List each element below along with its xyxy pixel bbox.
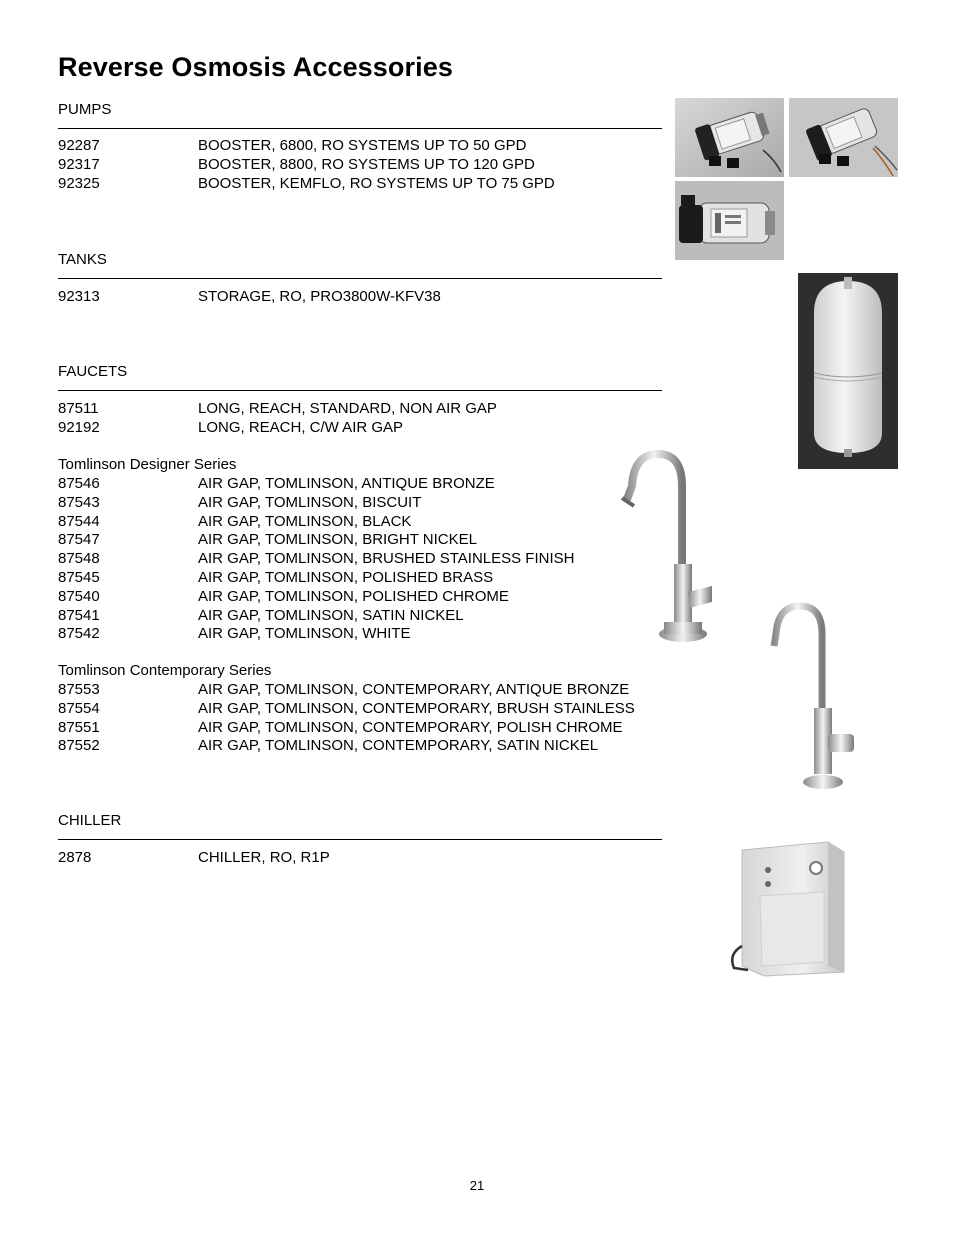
designer-faucet-photo (616, 446, 728, 652)
chiller-list (58, 849, 330, 868)
section-label-tanks: TANKS (58, 251, 107, 268)
pumps-list (58, 137, 555, 193)
part-number: 92287 (58, 137, 100, 154)
part-number: 87553 (58, 681, 100, 698)
section-divider (58, 839, 662, 840)
part-description: AIR GAP, TOMLINSON, CONTEMPORARY, BRUSH STAINLESS (198, 699, 635, 717)
section-label-faucets: FAUCETS (58, 363, 128, 380)
part-description: AIR GAP, TOMLINSON, BRIGHT NICKEL (198, 531, 477, 549)
part-number: 92325 (58, 174, 100, 192)
part-number: 87551 (58, 718, 100, 736)
part-description: AIR GAP, TOMLINSON, BRUSHED STAINLESS FINISH (198, 550, 575, 568)
list-item (58, 625, 574, 644)
part-number: 87511 (58, 400, 99, 417)
part-description: AIR GAP, TOMLINSON, POLISHED CHROME (198, 587, 509, 605)
part-description: LONG, REACH, C/W AIR GAP (198, 418, 404, 436)
part-number: 87547 (58, 531, 100, 549)
contemporary-faucet-photo (762, 600, 872, 796)
section-divider (58, 278, 662, 279)
part-number: 87554 (58, 699, 100, 717)
part-description: AIR GAP, TOMLINSON, CONTEMPORARY, SATIN NICKEL (198, 737, 599, 755)
contemporary-series-heading: Tomlinson Contemporary Series (58, 662, 272, 679)
part-description: AIR GAP, TOMLINSON, SATIN NICKEL (198, 606, 464, 624)
part-number: 87552 (58, 737, 100, 755)
part-number: 87542 (58, 625, 100, 643)
list-item (58, 588, 574, 607)
tanks-list (58, 288, 441, 307)
part-description: AIR GAP, TOMLINSON, POLISHED BRASS (198, 568, 494, 586)
designer-series-list (58, 475, 574, 644)
list-item (58, 156, 555, 175)
section-label-chiller: CHILLER (58, 812, 122, 829)
faucets-list (58, 400, 497, 438)
pump-photo (675, 181, 784, 260)
list-item (58, 531, 574, 550)
section-divider (58, 390, 662, 391)
part-number: 87541 (58, 606, 100, 624)
list-item (58, 175, 555, 194)
part-number: 87544 (58, 512, 100, 530)
storage-tank-photo (798, 273, 898, 469)
part-description: BOOSTER, 6800, RO SYSTEMS UP TO 50 GPD (198, 137, 527, 154)
part-number: 87543 (58, 493, 100, 511)
part-number: 87540 (58, 587, 100, 605)
part-description: STORAGE, RO, PRO3800W-KFV38 (198, 288, 441, 305)
part-description: AIR GAP, TOMLINSON, CONTEMPORARY, POLISH CHROME (198, 718, 623, 736)
list-item (58, 681, 635, 700)
part-number: 87548 (58, 550, 100, 568)
part-number: 92192 (58, 418, 100, 436)
list-item (58, 700, 635, 719)
pump-photo (789, 98, 898, 177)
part-number: 92313 (58, 288, 100, 305)
list-item (58, 419, 497, 438)
page-number: 21 (469, 1178, 485, 1193)
list-item (58, 737, 635, 756)
part-description: BOOSTER, 8800, RO SYSTEMS UP TO 120 GPD (198, 155, 535, 173)
pump-photo (675, 98, 784, 177)
part-description: AIR GAP, TOMLINSON, BISCUIT (198, 493, 422, 511)
designer-series-heading: Tomlinson Designer Series (58, 456, 237, 473)
part-number: 2878 (58, 849, 92, 866)
part-description: AIR GAP, TOMLINSON, WHITE (198, 625, 411, 643)
part-description: LONG, REACH, STANDARD, NON AIR GAP (198, 400, 497, 417)
list-item (58, 400, 497, 419)
list-item (58, 719, 635, 738)
list-item (58, 569, 574, 588)
contemporary-series-list (58, 681, 635, 756)
chiller-photo (720, 836, 854, 980)
section-divider (58, 128, 662, 129)
part-description: BOOSTER, KEMFLO, RO SYSTEMS UP TO 75 GPD (198, 174, 555, 192)
list-item (58, 513, 574, 532)
part-number: 87545 (58, 568, 100, 586)
list-item (58, 849, 330, 868)
list-item (58, 475, 574, 494)
list-item (58, 550, 574, 569)
part-description: CHILLER, RO, R1P (198, 849, 330, 866)
part-number: 87546 (58, 475, 100, 492)
part-description: AIR GAP, TOMLINSON, BLACK (198, 512, 412, 530)
section-label-pumps: PUMPS (58, 101, 112, 118)
part-description: AIR GAP, TOMLINSON, ANTIQUE BRONZE (198, 475, 495, 492)
part-description: AIR GAP, TOMLINSON, CONTEMPORARY, ANTIQUE BRONZE (198, 681, 630, 698)
page-title: Reverse Osmosis Accessories (58, 52, 453, 82)
list-item (58, 288, 441, 307)
list-item (58, 607, 574, 626)
list-item (58, 137, 555, 156)
list-item (58, 494, 574, 513)
part-number: 92317 (58, 155, 100, 173)
